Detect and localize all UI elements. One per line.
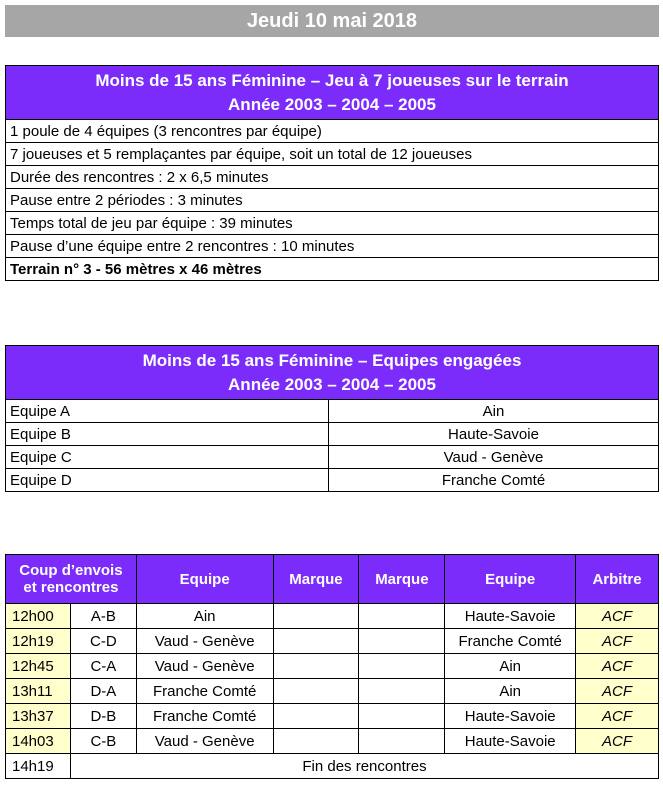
team-row <box>6 446 659 469</box>
match-team1: Franche Comté <box>136 679 273 704</box>
info-row: 7 joueuses et 5 remplaçantes par équipe, soit un total de 12 joueuses <box>6 143 659 166</box>
team-name: Vaud - Genève <box>329 446 659 469</box>
match-team2: Ain <box>445 679 576 704</box>
match-code: A-B <box>70 604 136 629</box>
match-team2: Franche Comté <box>445 629 576 654</box>
match-row <box>6 654 659 679</box>
header-score2: Marque <box>359 555 445 604</box>
team-name: Haute-Savoie <box>329 423 659 446</box>
end-row <box>6 754 659 779</box>
match-score1 <box>273 704 359 729</box>
teams-table-header <box>6 346 659 400</box>
match-team1: Vaud - Genève <box>136 729 273 754</box>
match-score2 <box>359 729 445 754</box>
team-row <box>6 469 659 492</box>
match-referee: ACF <box>576 679 659 704</box>
match-referee: ACF <box>576 629 659 654</box>
info-terrain: Terrain n° 3 - 56 mètres x 46 mètres <box>6 258 659 281</box>
match-score2 <box>359 654 445 679</box>
match-row <box>6 604 659 629</box>
match-referee: ACF <box>576 654 659 679</box>
match-score2 <box>359 629 445 654</box>
match-row <box>6 679 659 704</box>
match-code: C-D <box>70 629 136 654</box>
match-time: 12h00 <box>6 604 71 629</box>
match-row <box>6 704 659 729</box>
team-label: Equipe B <box>6 423 329 446</box>
team-row <box>6 423 659 446</box>
team-name: Franche Comté <box>329 469 659 492</box>
match-score1 <box>273 729 359 754</box>
match-team2: Haute-Savoie <box>445 704 576 729</box>
match-team2: Ain <box>445 654 576 679</box>
header-score1: Marque <box>273 555 359 604</box>
match-team2: Haute-Savoie <box>445 729 576 754</box>
match-score1 <box>273 679 359 704</box>
match-team1: Vaud - Genève <box>136 629 273 654</box>
match-score2 <box>359 604 445 629</box>
header-kickoff-line1: Coup d’envois <box>19 562 123 579</box>
info-row: 1 poule de 4 équipes (3 rencontres par équipe) <box>6 120 659 143</box>
schedule-table <box>5 554 659 779</box>
info-row: Durée des rencontres : 2 x 6,5 minutes <box>6 166 659 189</box>
info-header-line1: Moins de 15 ans Féminine – Jeu à 7 joueuses sur le terrain <box>95 70 569 90</box>
match-row <box>6 629 659 654</box>
team-label: Equipe C <box>6 446 329 469</box>
info-row: Pause entre 2 périodes : 3 minutes <box>6 189 659 212</box>
match-time: 12h19 <box>6 629 71 654</box>
team-label: Equipe D <box>6 469 329 492</box>
end-label: Fin des rencontres <box>70 754 658 779</box>
page-title <box>5 5 659 37</box>
match-score1 <box>273 604 359 629</box>
header-kickoff-line2: et rencontres <box>23 579 119 596</box>
team-name: Ain <box>329 400 659 423</box>
teams-table <box>5 345 659 492</box>
match-team1: Franche Comté <box>136 704 273 729</box>
page-title-text: Jeudi 10 mai 2018 <box>246 9 418 32</box>
match-code: C-B <box>70 729 136 754</box>
match-code: D-B <box>70 704 136 729</box>
match-score1 <box>273 654 359 679</box>
match-code: D-A <box>70 679 136 704</box>
header-team2: Equipe <box>445 555 576 604</box>
match-score2 <box>359 704 445 729</box>
match-team1: Ain <box>136 604 273 629</box>
match-score1 <box>273 629 359 654</box>
match-referee: ACF <box>576 729 659 754</box>
teams-header-line2: Année 2003 – 2004 – 2005 <box>228 374 436 394</box>
match-time: 13h11 <box>6 679 71 704</box>
match-time: 13h37 <box>6 704 71 729</box>
match-row <box>6 729 659 754</box>
match-team1: Vaud - Genève <box>136 654 273 679</box>
team-label: Equipe A <box>6 400 329 423</box>
teams-header-line1: Moins de 15 ans Féminine – Equipes engagées <box>142 350 522 370</box>
info-row: Pause d’une équipe entre 2 rencontres : 10 minutes <box>6 235 659 258</box>
info-row: Temps total de jeu par équipe : 39 minutes <box>6 212 659 235</box>
match-time: 14h03 <box>6 729 71 754</box>
match-code: C-A <box>70 654 136 679</box>
match-referee: ACF <box>576 704 659 729</box>
info-table-header <box>6 66 659 120</box>
team-row <box>6 400 659 423</box>
match-score2 <box>359 679 445 704</box>
header-referee: Arbitre <box>576 555 659 604</box>
header-kickoff <box>6 555 137 604</box>
info-header-line2: Année 2003 – 2004 – 2005 <box>228 94 436 114</box>
match-team2: Haute-Savoie <box>445 604 576 629</box>
header-team1: Equipe <box>136 555 273 604</box>
schedule-header-row <box>6 555 659 604</box>
match-time: 12h45 <box>6 654 71 679</box>
match-referee: ACF <box>576 604 659 629</box>
info-table <box>5 65 659 281</box>
end-time: 14h19 <box>6 754 71 779</box>
